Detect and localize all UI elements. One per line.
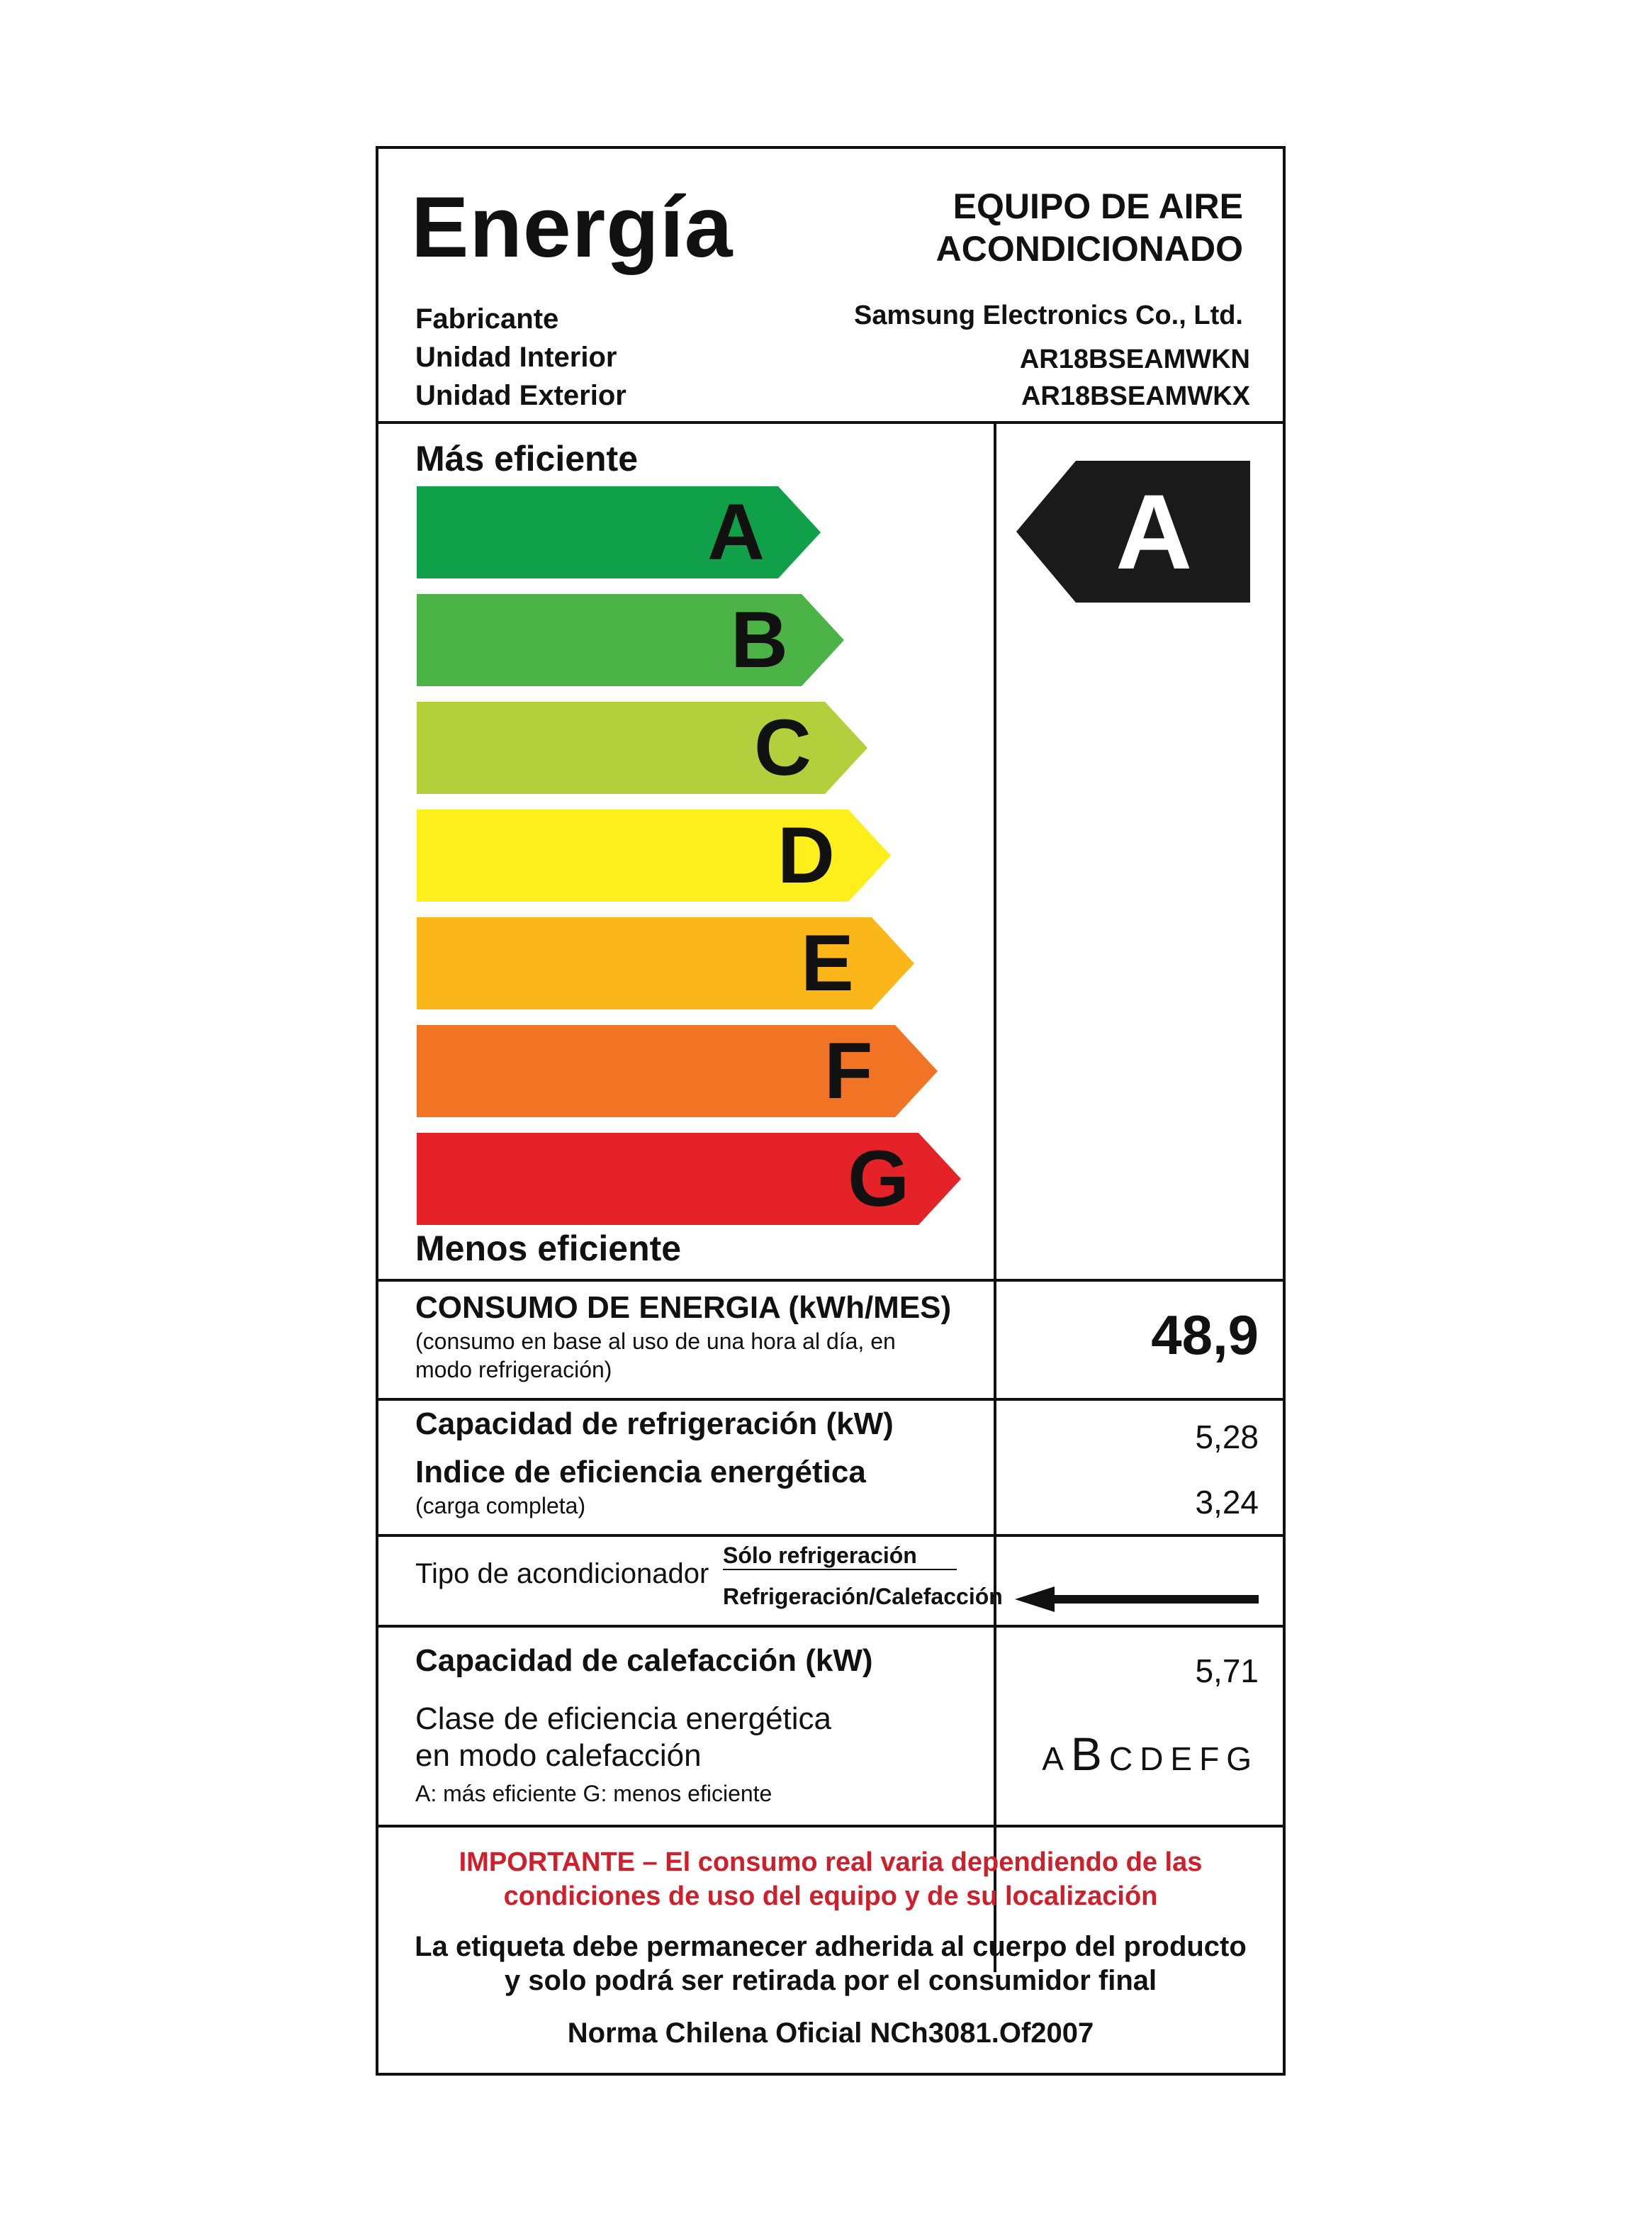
info-value-indoor-unit: AR18BSEAMWKN — [1019, 345, 1250, 374]
label-title: Energía — [411, 179, 734, 275]
most-efficient-label: Más eficiente — [415, 439, 639, 478]
conditioner-type-label: Tipo de acondicionador — [415, 1558, 709, 1589]
important-line2: condiciones de uso del equipo y de su localización — [503, 1881, 1158, 1911]
info-value-outdoor-unit: AR18BSEAMWKX — [1021, 381, 1250, 411]
important-line1: IMPORTANTE – El consumo real varia dependiendo de las — [459, 1847, 1203, 1877]
least-efficient-label: Menos eficiente — [415, 1229, 682, 1268]
efficiency-bar-letter: B — [731, 595, 788, 684]
heating-class-g: G — [1226, 1740, 1259, 1777]
divider — [378, 421, 1283, 424]
heating-class-note: A: más eficiente G: menos eficiente — [415, 1781, 772, 1806]
divider — [378, 1534, 1283, 1537]
efficiency-index-note: (carga completa) — [415, 1493, 586, 1518]
heating-class-b: B — [1070, 1728, 1109, 1780]
cooling-capacity-value: 5,28 — [1195, 1418, 1259, 1455]
divider — [378, 1398, 1283, 1401]
notice-line2: y solo podrá ser retirada por el consumidor final — [504, 1965, 1157, 1996]
rating-letter: A — [1116, 472, 1193, 591]
efficiency-bar-d — [417, 810, 891, 902]
efficiency-bar-e — [417, 917, 914, 1009]
efficiency-bar-letter: A — [707, 488, 765, 576]
divider — [378, 1279, 1283, 1282]
efficiency-bar-g — [417, 1133, 961, 1225]
heating-class-label-line1: Clase de eficiencia energética — [415, 1701, 832, 1736]
type-option-cooling-only: Sólo refrigeración — [723, 1543, 957, 1570]
efficiency-bar-b — [417, 594, 844, 686]
equipment-type-line1: EQUIPO DE AIRE — [953, 186, 1243, 226]
efficiency-bar-f — [417, 1025, 938, 1117]
heating-class-f: F — [1199, 1740, 1227, 1777]
cooling-capacity-label: Capacidad de refrigeración (kW) — [415, 1406, 894, 1441]
heating-class-d: D — [1140, 1740, 1171, 1777]
efficiency-bar-letter: F — [824, 1026, 873, 1115]
divider — [378, 1825, 1283, 1828]
efficiency-index-label: Indice de eficiencia energética — [415, 1455, 866, 1489]
energy-label — [376, 146, 1286, 2076]
info-value-manufacturer: Samsung Electronics Co., Ltd. — [854, 301, 1243, 330]
heating-class-scale — [1042, 1727, 1259, 1781]
consumption-note-line1: (consumo en base al uso de una hora al día, en — [415, 1328, 896, 1354]
heating-class-label-line2: en modo calefacción — [415, 1738, 702, 1773]
divider — [378, 1625, 1283, 1628]
equipment-type-line2: ACONDICIONADO — [935, 229, 1243, 269]
heating-capacity-label: Capacidad de calefacción (kW) — [415, 1643, 873, 1678]
efficiency-bar-c — [417, 702, 867, 794]
heating-class-a: A — [1042, 1740, 1071, 1777]
efficiency-bar-letter: G — [848, 1134, 910, 1223]
efficiency-bar-a — [417, 486, 821, 578]
efficiency-bar-letter: C — [754, 703, 811, 792]
heating-class-e: E — [1170, 1740, 1200, 1777]
efficiency-bar-letter: E — [801, 919, 854, 1007]
consumption-note-line2: modo refrigeración) — [415, 1357, 612, 1382]
info-label-outdoor-unit: Unidad Exterior — [415, 380, 626, 411]
left-arrow-icon — [1015, 1586, 1259, 1616]
consumption-value: 48,9 — [1151, 1304, 1259, 1366]
info-label-indoor-unit: Unidad Interior — [415, 342, 617, 373]
efficiency-index-value: 3,24 — [1195, 1484, 1259, 1521]
notice-line1: La etiqueta debe permanecer adherida al cuerpo del producto — [415, 1931, 1247, 1962]
norm-reference: Norma Chilena Oficial NCh3081.Of2007 — [567, 2017, 1094, 2049]
rating-indicator — [1016, 461, 1250, 603]
consumption-title: CONSUMO DE ENERGIA (kWh/MES) — [415, 1290, 952, 1325]
type-option-cooling-heating: Refrigeración/Calefacción — [723, 1584, 1003, 1609]
info-label-manufacturer: Fabricante — [415, 303, 559, 335]
efficiency-bar-letter: D — [777, 811, 835, 900]
heating-capacity-value: 5,71 — [1195, 1652, 1259, 1689]
heating-class-c: C — [1108, 1740, 1140, 1777]
column-divider — [994, 421, 996, 1972]
